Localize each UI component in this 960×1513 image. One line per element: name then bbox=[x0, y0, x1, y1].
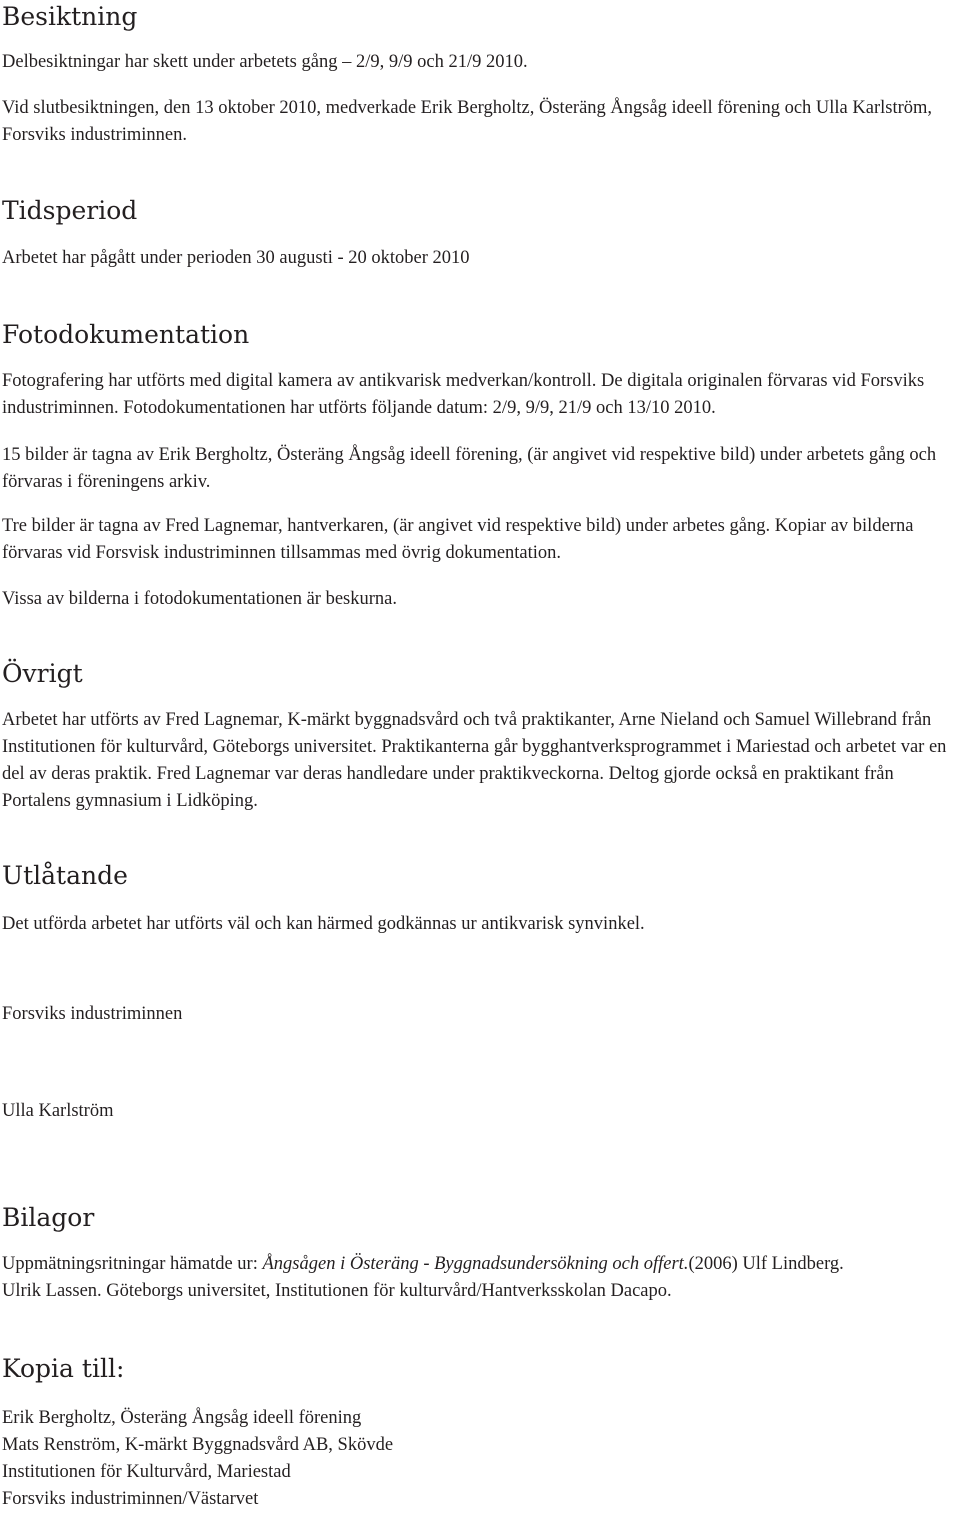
bilagor-suffix: (2006) Ulf Lindberg. bbox=[688, 1254, 844, 1274]
fotodokumentation-paragraph-1: Fotografering har utförts med digital kamera av antikvarisk medverkan/kontroll. De digitala originalen förvaras vid Forsviks industriminnen. Fotodokumentationen har utförts följande datum: 2/9, 9/9, 21/9 och 13/10 2010. bbox=[2, 371, 925, 418]
fotodokumentation-paragraph-4: Vissa av bilderna i fotodokumentationen är beskurna. bbox=[2, 589, 397, 609]
bilagor-line-1 bbox=[2, 1251, 956, 1278]
heading-tidsperiod: Tidsperiod bbox=[2, 196, 138, 225]
signature-name: Ulla Karlström bbox=[2, 1101, 114, 1121]
kopia-recipient: Mats Renström, K-märkt Byggnadsvård AB, Skövde bbox=[2, 1435, 394, 1455]
kopia-recipient-list bbox=[2, 1405, 956, 1513]
heading-ovrigt: Övrigt bbox=[2, 659, 83, 688]
bilagor-prefix: Uppmätningsritningar hämatde ur: bbox=[2, 1254, 263, 1274]
heading-bilagor: Bilagor bbox=[2, 1203, 95, 1232]
fotodokumentation-paragraph-2: 15 bilder är tagna av Erik Bergholtz, Österäng Ångsåg ideell förening, (är angivet vid respektive bild) under arbetets gång och förvaras i föreningens arkiv. bbox=[2, 445, 937, 492]
bilagor-paragraph bbox=[2, 1251, 956, 1305]
ovrigt-paragraph-1: Arbetet har utförts av Fred Lagnemar, K-märkt byggnadsvård och två praktikanter, Arne Nieland och Samuel Willebrand från Institutionen för kulturvård, Göteborgs universitet. Praktikanterna går bygghantverksprogrammet i Mariestad och arbetet var en del av deras praktik. Fred Lagnemar var deras handledare under praktikveckorna. Deltog gjorde också en praktikant från Portalens gymnasium i Lidköping. bbox=[2, 710, 947, 811]
bilagor-document-title: Ångsågen i Österäng - Byggnadsundersökning och offert. bbox=[262, 1254, 689, 1274]
besiktning-paragraph-1: Delbesiktningar har skett under arbetets gång – 2/9, 9/9 och 21/9 2010. bbox=[2, 52, 528, 72]
kopia-recipient: Institutionen för Kulturvård, Mariestad bbox=[2, 1462, 291, 1482]
signature-organization: Forsviks industriminnen bbox=[2, 1004, 183, 1024]
tidsperiod-paragraph-1: Arbetet har pågått under perioden 30 augusti - 20 oktober 2010 bbox=[2, 248, 470, 268]
kopia-recipient: Erik Bergholtz, Österäng Ångsåg ideell förening bbox=[2, 1408, 362, 1428]
besiktning-paragraph-2: Vid slutbesiktningen, den 13 oktober 2010, medverkade Erik Bergholtz, Österäng Ångsåg ideell förening och Ulla Karlström, Forsviks industriminnen. bbox=[2, 98, 933, 145]
heading-utlatande: Utlåtande bbox=[2, 861, 128, 890]
heading-kopia-till: Kopia till: bbox=[2, 1354, 125, 1383]
heading-besiktning: Besiktning bbox=[2, 2, 138, 31]
kopia-recipient: Forsviks industriminnen/Västarvet bbox=[2, 1489, 259, 1509]
heading-fotodokumentation: Fotodokumentation bbox=[2, 320, 250, 349]
bilagor-line-2: Ulrik Lassen. Göteborgs universitet, Institutionen för kulturvård/Hantverksskolan Dacapo. bbox=[2, 1281, 672, 1301]
fotodokumentation-paragraph-3: Tre bilder är tagna av Fred Lagnemar, hantverkaren, (är angivet vid respektive bild) under arbetes gång. Kopiar av bilderna förvaras vid Forsvisk industriminnen tillsammas med övrig dokumentation. bbox=[2, 516, 914, 563]
utlatande-paragraph-1: Det utförda arbetet har utförts väl och kan härmed godkännas ur antikvarisk synvinkel. bbox=[2, 914, 645, 934]
